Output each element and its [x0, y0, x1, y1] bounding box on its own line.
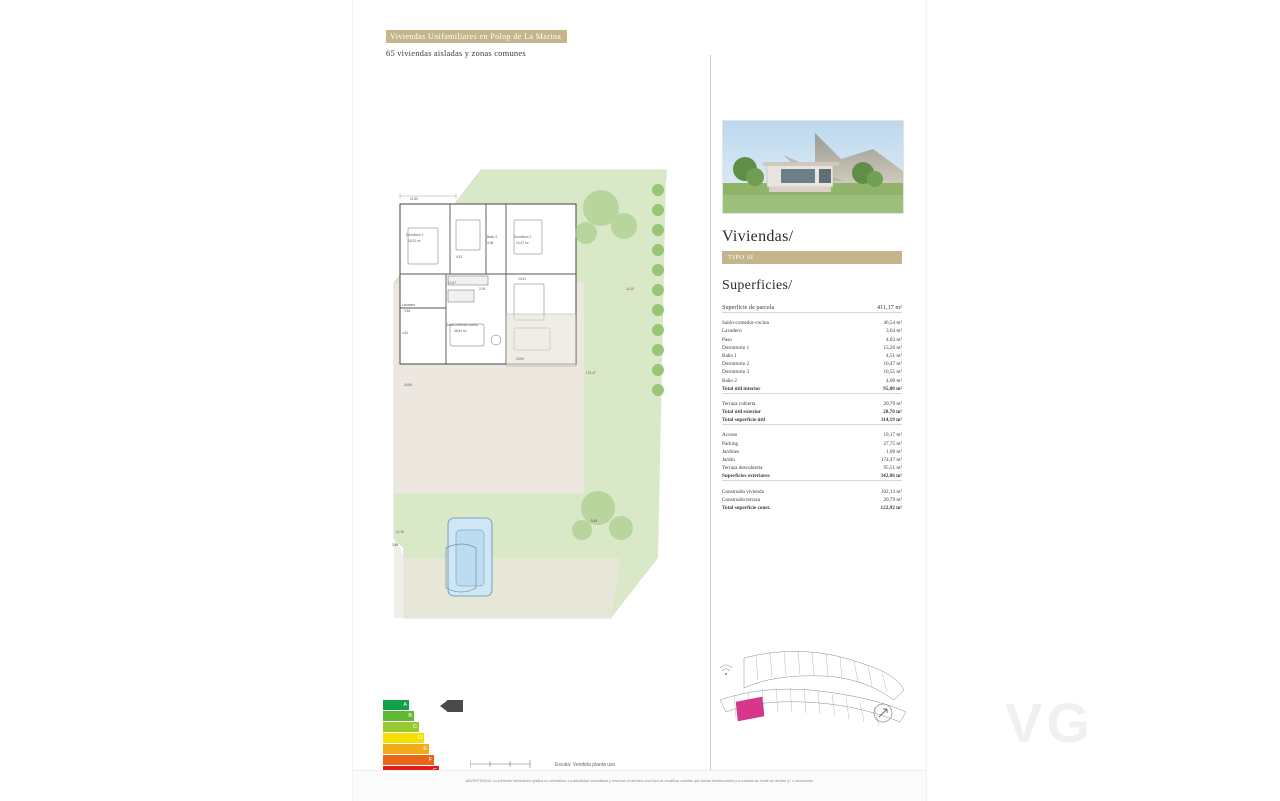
row-value: 114,19 m²: [880, 417, 902, 424]
energy-label-e: E: [423, 745, 427, 752]
table-row: [722, 464, 902, 472]
row-label: Dormitorio 2: [722, 361, 750, 368]
footer-disclaimer: ADVERTENCIA: La presente información gráfica es orientativa. La actualidad inmobiliaria y reservas el derecho a la hora de modificar cuantas que fueran desfavorables y a cuantas sin límite se derivan y / o necesarios.: [465, 779, 814, 783]
svg-text:11,80: 11,80: [410, 197, 418, 201]
table-row: [722, 302, 902, 313]
svg-text:3,69: 3,69: [392, 543, 399, 547]
section-title-superficies: Superficies/: [722, 278, 793, 293]
page-margin-right: [926, 0, 1280, 800]
info-column: [722, 120, 902, 512]
document-header: [386, 26, 686, 58]
document-page: [353, 0, 926, 800]
table-row: [722, 385, 902, 394]
building-render-image: [722, 120, 904, 214]
row-label: Dormitorio 3: [722, 369, 750, 376]
watermark: VG: [1005, 691, 1094, 754]
table-row: [722, 376, 902, 384]
svg-text:10,47 m²: 10,47 m²: [516, 241, 529, 245]
row-label: Parking: [722, 440, 739, 447]
row-label: Construida vivienda: [722, 488, 764, 495]
table-row: [722, 456, 902, 464]
svg-text:Salón-comedor-cocina: Salón-comedor-cocina: [446, 323, 478, 327]
table-row: [722, 487, 902, 495]
row-label: Jardines: [722, 448, 739, 455]
row-value: 342,86 m²: [880, 473, 902, 480]
row-value: 4,03 m²: [886, 336, 902, 343]
svg-text:20,90: 20,90: [516, 357, 524, 361]
svg-text:Lavadero: Lavadero: [402, 303, 416, 307]
row-value: 15,20 m²: [883, 344, 902, 351]
table-row: [722, 319, 902, 327]
table-row: [722, 344, 902, 352]
svg-text:4,51: 4,51: [456, 255, 463, 259]
svg-text:13,47: 13,47: [448, 281, 456, 285]
energy-bar-f: [383, 755, 434, 765]
row-label: Baño 2: [722, 377, 737, 384]
row-value: 95,00 m²: [883, 385, 902, 392]
type-badge: TIPO 6f: [722, 251, 902, 264]
table-row: [722, 327, 902, 335]
table-row: [722, 360, 902, 368]
table-row: [722, 408, 902, 416]
row-label: Salón-comedor-cocina: [722, 320, 769, 327]
svg-text:5,45: 5,45: [591, 519, 598, 523]
row-value: 1,08 m²: [886, 448, 902, 455]
row-value: 27,75 m²: [883, 440, 902, 447]
energy-bar-d: [383, 733, 424, 743]
row-label: Total superficie const.: [722, 504, 771, 511]
table-row: [722, 472, 902, 481]
row-value: 20,79 m²: [883, 496, 902, 503]
table-row: [722, 496, 902, 504]
energy-label-c: C: [413, 723, 417, 730]
svg-text:4,51: 4,51: [402, 331, 409, 335]
row-label: Terraza cubierta: [722, 400, 756, 407]
energy-bar-c: [383, 722, 419, 732]
row-label: Jardín: [722, 457, 735, 463]
row-label: Superficie de parcela: [722, 304, 775, 311]
svg-text:11,15: 11,15: [396, 530, 404, 534]
row-value: 19,17 m²: [883, 432, 902, 439]
row-label: Terraza descubierta: [722, 465, 763, 472]
row-label: Total útil exterior: [722, 409, 761, 416]
energy-bar-e: [383, 744, 429, 754]
column-divider: [710, 55, 711, 770]
svg-text:Dormitorio 1: Dormitorio 1: [406, 233, 424, 237]
table-row: [722, 335, 902, 343]
row-value: 10,55 m²: [883, 369, 902, 376]
svg-text:15,20 m²: 15,20 m²: [408, 239, 421, 243]
row-value: 102,13 m²: [880, 488, 902, 495]
table-row: [722, 431, 902, 439]
energy-rating-arrow: [441, 700, 463, 712]
page-margin-left: [0, 0, 353, 800]
table-row: [722, 400, 902, 408]
row-value: 10,47 m²: [883, 361, 902, 368]
project-subtitle: 65 viviendas aisladas y zonas comunes: [386, 48, 526, 58]
row-value: 20,70 m²: [883, 400, 902, 407]
energy-label-b: B: [408, 712, 412, 719]
row-label: Baño 1: [722, 352, 737, 359]
svg-text:174,47: 174,47: [586, 371, 596, 375]
row-label: Total útil interior: [722, 385, 761, 392]
energy-label-d: D: [418, 734, 422, 741]
north-compass-icon: [870, 700, 896, 726]
row-value: 95,51 m²: [883, 465, 902, 472]
svg-text:Dormitorio 2: Dormitorio 2: [514, 235, 532, 239]
energy-rating-chart: [383, 700, 443, 772]
row-value: 3,64 m²: [886, 328, 902, 335]
row-label: Construida terraza: [722, 496, 761, 503]
energy-bar-a: [383, 700, 409, 710]
row-value: 4,51 m²: [886, 352, 902, 359]
table-row: [722, 368, 902, 376]
scale-caption: Escala: Vendida planta uso: [555, 762, 616, 768]
section-title-viviendas: Viviendas/: [722, 228, 794, 245]
row-value: 411,17 m²: [876, 304, 902, 311]
row-value: 46,54 m²: [883, 320, 902, 327]
row-value: 20,70 m²: [883, 409, 902, 416]
svg-text:46,54 m²: 46,54 m²: [454, 329, 467, 333]
document-footer: [353, 770, 926, 801]
row-label: Total superficie útil: [722, 417, 766, 424]
energy-bar-b: [383, 711, 414, 721]
svg-text:14,10: 14,10: [626, 287, 634, 291]
project-title-band: Viviendas Unifamiliares en Polop de La Marina: [386, 30, 567, 43]
row-label: Lavadero: [722, 328, 742, 335]
row-label: Superficies exteriores: [722, 473, 770, 480]
row-label: Acceso: [722, 432, 738, 439]
table-row: [722, 416, 902, 425]
svg-text:24,95: 24,95: [404, 383, 412, 387]
svg-text:10,51: 10,51: [518, 277, 526, 281]
table-row: [722, 448, 902, 456]
row-value: 122,92 m²: [880, 504, 902, 511]
row-label: Dormitorio 1: [722, 344, 750, 351]
row-value: 174,47 m²: [880, 457, 902, 463]
floor-plan-drawing: [386, 78, 686, 638]
energy-label-a: A: [403, 701, 407, 708]
table-row: [722, 504, 902, 512]
table-row: [722, 352, 902, 360]
svg-text:Baño 2: Baño 2: [487, 235, 498, 239]
table-row: [722, 440, 902, 448]
svg-text:2,04: 2,04: [479, 287, 486, 291]
energy-label-f: F: [428, 756, 432, 763]
row-value: 4,08 m²: [886, 377, 902, 384]
svg-text:3,64: 3,64: [404, 309, 411, 313]
surfaces-table: [722, 302, 902, 512]
row-label: Paso: [722, 336, 732, 343]
svg-text:4,08: 4,08: [487, 241, 494, 245]
